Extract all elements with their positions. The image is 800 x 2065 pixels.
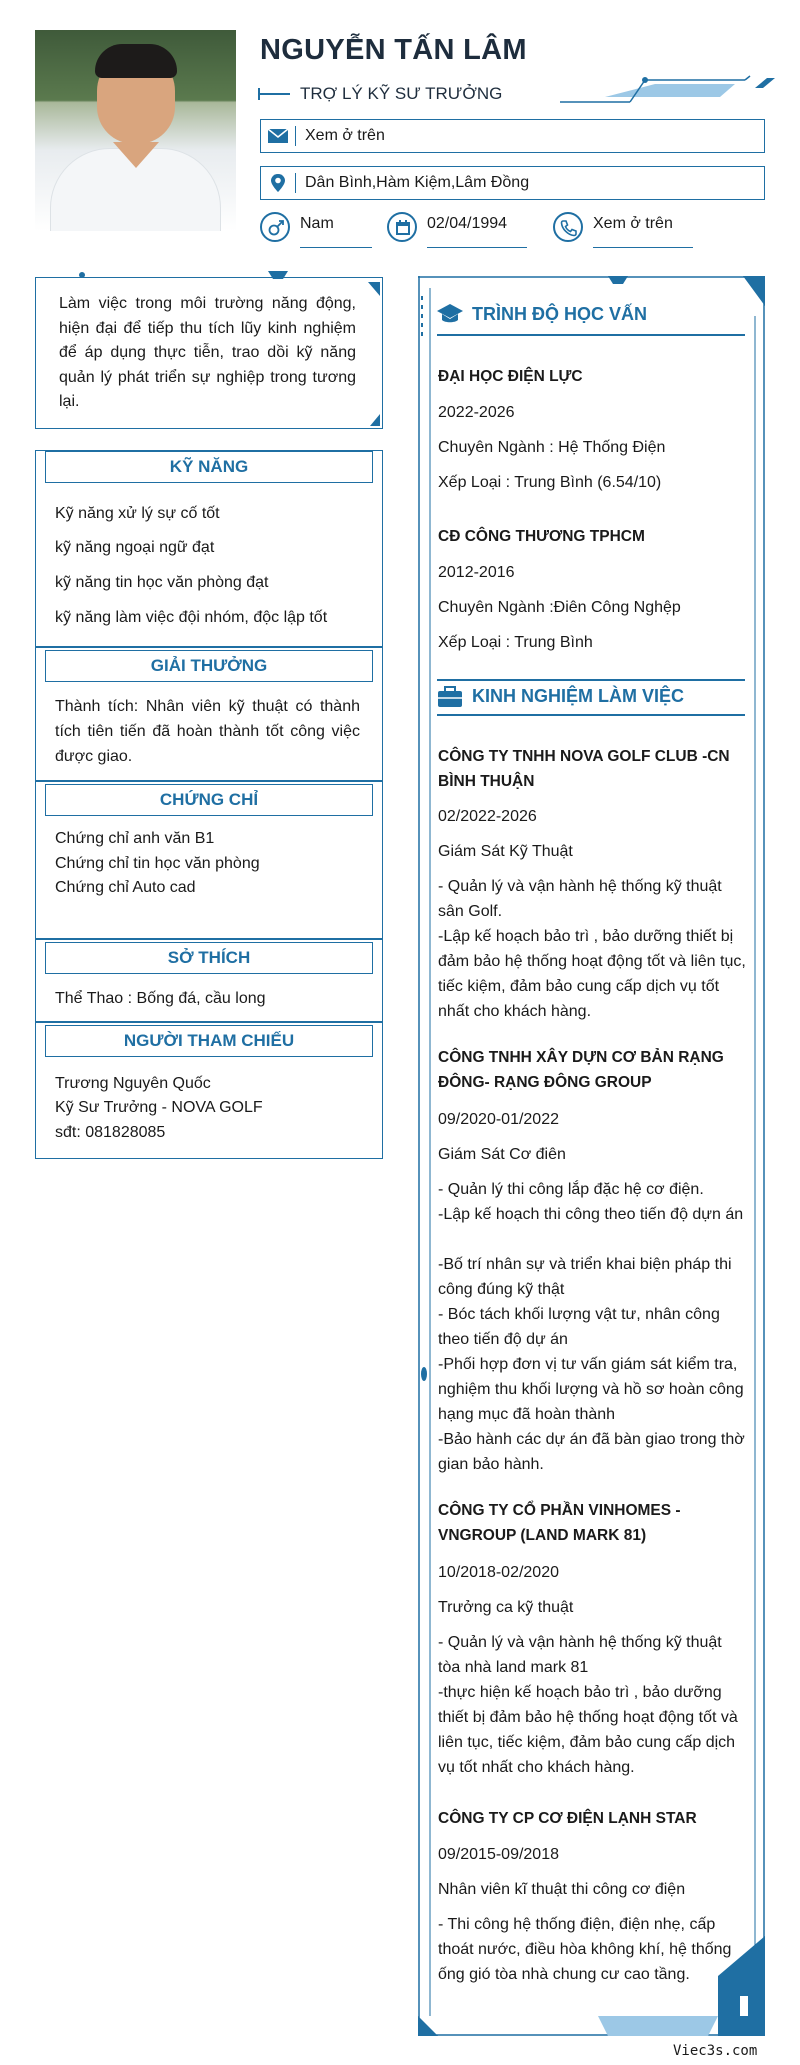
job-role: Trưởng ca kỹ thuật [438, 1599, 574, 1616]
job-title: TRỢ LÝ KỸ SƯ TRƯỞNG [300, 84, 503, 103]
skill-item: kỹ năng ngoại ngữ đạt [55, 539, 215, 556]
school-years: 2022-2026 [438, 404, 515, 421]
address-text: Dân Bình,Hàm Kiệm,Lâm Đồng [305, 174, 530, 191]
corner-mark-icon [370, 414, 380, 426]
gender-text: Nam [300, 215, 334, 232]
job-description-line: -Lập kế hoạch bảo trì , bảo dưỡng thiết bị đảm bảo hệ thống hoạt động tốt và liên tục, tiếc kiệm, đảm bảo cung cấp dịch vụ tốt nhất cho khách hàng. [438, 928, 746, 1020]
briefcase-icon [437, 685, 463, 709]
section-divider [35, 1021, 383, 1023]
school-major: Chuyên Ngành : Hệ Thống Điện [438, 439, 666, 456]
email-icon [267, 126, 289, 146]
email-text: Xem ở trên [305, 127, 385, 144]
job-description-line: -Lập kế hoạch thi công theo tiến độ dựn án [438, 1206, 744, 1223]
gender-icon [267, 219, 285, 237]
certificates-heading: CHỨNG CHỈ [45, 784, 373, 816]
job-description-line: -Bảo hành các dự án đã bàn giao trong thờ gian bảo hành. [438, 1431, 745, 1473]
title-decoration-line [260, 93, 290, 95]
company-name: CÔNG TY CP CƠ ĐIỆN LẠNH STAR [438, 1810, 697, 1827]
awards-heading: GIẢI THƯỞNG [45, 650, 373, 682]
career-objective [35, 277, 383, 429]
hobbies-heading: SỞ THÍCH [45, 942, 373, 974]
school-rank: Xếp Loại : Trung Bình [438, 634, 593, 651]
awards-text: Thành tích: Nhân viên kỹ thuật có thành tích tiên tiến đã hoàn thành tốt công việc được giao. [55, 698, 360, 765]
phone-text: Xem ở trên [593, 215, 673, 232]
profile-photo [35, 30, 236, 231]
reference-item: Trương Nguyên Quốc [55, 1075, 211, 1092]
address-row [260, 166, 765, 200]
school-name: CĐ CÔNG THƯƠNG TPHCM [438, 528, 645, 545]
graduation-cap-icon [437, 302, 463, 326]
heading-overline [437, 679, 745, 681]
company-name: CÔNG TY CỔ PHẦN VINHOMES - VNGROUP (LAND MARK 81) [438, 1502, 681, 1544]
job-description-line: -Phối hợp đơn vị tư vấn giám sát kiểm tra, nghiệm thu khối lượng và hồ sơ hoàn công hạng mục đã hoàn thành [438, 1356, 744, 1423]
job-description-line: - Quản lý thi công lắp đặc hệ cơ điện. [438, 1181, 704, 1198]
objective-text: Làm việc trong môi trường năng động, hiện đại để tiếp thu tích lũy kinh nghiệm để áp dụng thực tiễn, trao dồi kỹ năng quản lý phát triển sự nghiệp trong tương lại. [59, 295, 356, 410]
skill-item: kỹ năng làm việc đội nhóm, độc lập tốt [55, 609, 328, 626]
corner-mark-icon [368, 282, 380, 296]
job-role: Nhân viên kĩ thuật thi công cơ điện [438, 1881, 686, 1898]
heading-underline [437, 334, 745, 336]
school-major: Chuyên Ngành :Điên Công Nghệp [438, 599, 681, 616]
location-icon [267, 173, 289, 193]
certificate-item: Chứng chỉ tin học văn phòng [55, 855, 260, 872]
hobbies-text: Thể Thao : Bống đá, cầu long [55, 990, 266, 1007]
skills-heading: KỸ NĂNG [45, 451, 373, 483]
job-role: Giám Sát Cơ điên [438, 1146, 566, 1163]
company-name: CÔNG TNHH XÂY DỰN CƠ BẢN RẠNG ĐÔNG- RẠNG ĐÔNG GROUP [438, 1049, 724, 1091]
job-description-line: - Bóc tách khối lượng vật tư, nhân công theo tiến độ dự án [438, 1306, 720, 1348]
heading-underline [437, 714, 745, 716]
job-role: Giám Sát Kỹ Thuật [438, 843, 573, 860]
job-description-line: - Thi công hệ thống điện, điện nhẹ, cấp thoát nước, điều hòa không khí, hệ thống ống gió tòa nhà chung cư cao tầng. [438, 1916, 732, 1983]
calendar-icon [394, 219, 412, 237]
job-description-line: - Quản lý và vận hành hệ thống kỹ thuật sân Golf. [438, 878, 722, 920]
job-period: 02/2022-2026 [438, 808, 537, 825]
job-description-line: - Quản lý và vận hành hệ thống kỹ thuật tòa nhà land mark 81 [438, 1634, 722, 1676]
reference-item: Kỹ Sư Trưởng - NOVA GOLF [55, 1099, 263, 1116]
reference-item: sđt: 081828085 [55, 1124, 166, 1141]
job-description-line: -Bố trí nhân sự và triển khai biện pháp thi công đúng kỹ thật [438, 1256, 732, 1298]
company-name: CÔNG TY TNHH NOVA GOLF CLUB -CN BÌNH THUẬN [438, 748, 730, 790]
education-heading: TRÌNH ĐỘ HỌC VẤN [472, 304, 647, 324]
school-rank: Xếp Loại : Trung Bình (6.54/10) [438, 474, 662, 491]
certificate-item: Chứng chỉ Auto cad [55, 879, 196, 896]
skill-item: Kỹ năng xử lý sự cố tốt [55, 505, 220, 522]
watermark-footer: Viec3s.com [673, 2043, 758, 2059]
job-description-line: -thực hiện kế hoạch bảo trì , bảo dưỡng thiết bị đảm bảo hệ thống hoạt động tốt và liên tục, tiếc kiệm, đảm bảo cung cấp dịch vụ tốt nhất cho khách hàng. [438, 1684, 738, 1776]
job-period: 10/2018-02/2020 [438, 1564, 559, 1581]
section-divider [35, 646, 383, 648]
references-heading: NGƯỜI THAM CHIẾU [45, 1025, 373, 1057]
section-divider [35, 780, 383, 782]
header-decoration [560, 72, 775, 112]
job-period: 09/2015-09/2018 [438, 1846, 559, 1863]
phone-icon [560, 219, 578, 237]
section-divider [35, 938, 383, 940]
job-period: 09/2020-01/2022 [438, 1111, 559, 1128]
experience-heading: KINH NGHIỆM LÀM VIỆC [472, 686, 685, 706]
birthday-text: 02/04/1994 [427, 215, 508, 232]
school-years: 2012-2016 [438, 564, 515, 581]
skill-item: kỹ năng tin học văn phòng đạt [55, 574, 269, 591]
full-name: NGUYỄN TẤN LÂM [260, 34, 527, 66]
school-name: ĐẠI HỌC ĐIỆN LỰC [438, 368, 583, 385]
email-row [260, 119, 765, 153]
certificate-item: Chứng chỉ anh văn B1 [55, 830, 215, 847]
